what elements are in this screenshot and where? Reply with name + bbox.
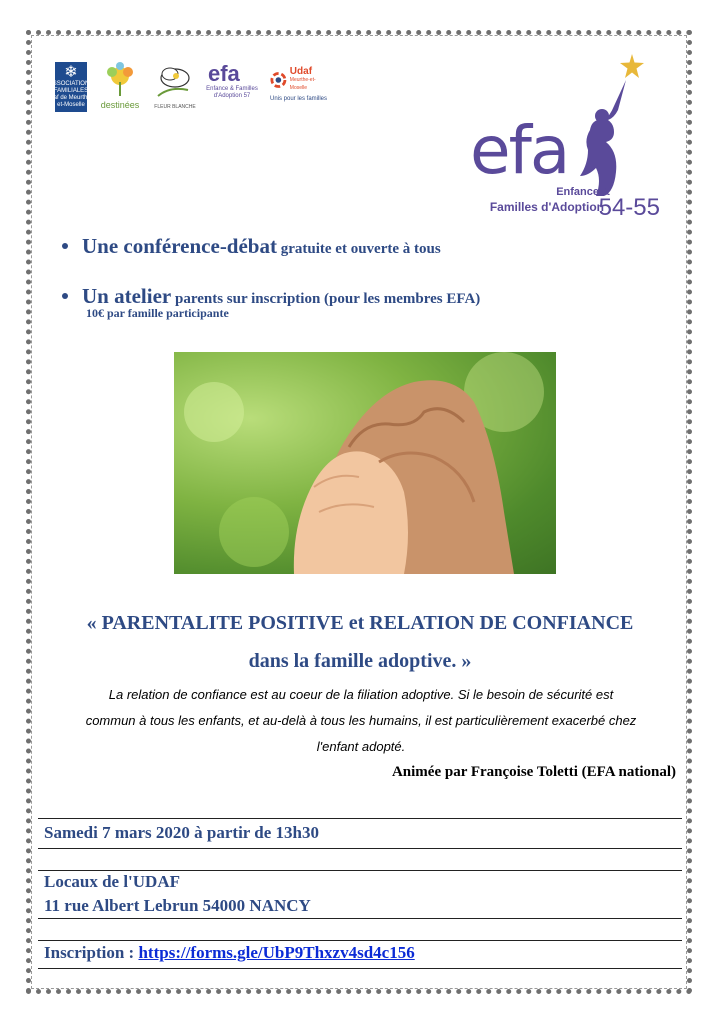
description bbox=[46, 682, 676, 760]
inscription-label: Inscription : bbox=[44, 943, 139, 962]
event-date: Samedi 7 mars 2020 à partir de 13h30 bbox=[44, 823, 319, 842]
udaf-sub-text: Meurthe-et-Moselle bbox=[289, 77, 316, 91]
efa-line2: Familles d'Adoption bbox=[489, 200, 604, 214]
inscription-line bbox=[44, 943, 415, 963]
info-rule bbox=[38, 968, 682, 969]
info-rule bbox=[38, 870, 682, 871]
white-flower-icon bbox=[148, 60, 202, 102]
description-line2: commun à tous les enfants, et au-delà à tous les humains, il est particulièrement exacerbé chez bbox=[85, 713, 637, 728]
child-silhouette-icon bbox=[574, 80, 634, 198]
flower-icon bbox=[98, 62, 142, 98]
udaf-tagline: Unis pour les familles bbox=[270, 96, 328, 102]
venue-name: Locaux de l'UDAF bbox=[44, 872, 180, 891]
venue-address: 11 rue Albert Lebrun 54000 NANCY bbox=[44, 896, 311, 915]
efa57-letters: efa bbox=[208, 61, 240, 86]
bullet-conference-rest: gratuite et ouverte à tous bbox=[276, 241, 441, 257]
efa57-text: Enfance & Familles d'Adoption 57 bbox=[206, 86, 258, 99]
snowflake-icon: ❄ bbox=[64, 64, 78, 81]
hands-photo bbox=[174, 352, 556, 574]
fleur-blanche-logo bbox=[148, 60, 202, 114]
atelier-price-note: 10€ par famille participante bbox=[86, 306, 229, 320]
udaf-swirl-icon bbox=[270, 71, 287, 89]
destinees-text: destinées bbox=[100, 100, 140, 110]
animated-by: Animée par Françoise Toletti (EFA national) bbox=[391, 764, 676, 780]
info-rule bbox=[38, 848, 682, 849]
caf-logo bbox=[48, 62, 94, 112]
bullet-dot-icon bbox=[62, 293, 68, 299]
bullet-atelier-strong: Un atelier bbox=[82, 284, 172, 308]
bullet-dot-icon bbox=[62, 243, 68, 249]
star-icon bbox=[620, 54, 644, 78]
description-line1: La relation de confiance est au coeur de la filiation adoptive. Si le besoin de sécurité est bbox=[108, 687, 614, 702]
efa-5455-logo bbox=[470, 52, 670, 232]
hands-illustration bbox=[174, 352, 556, 574]
udaf-logo bbox=[270, 68, 330, 112]
efa-big-letters: efa bbox=[470, 112, 569, 189]
fleur-blanche-text: FLEUR BLANCHE bbox=[154, 104, 196, 110]
bullet-conference-strong: Une conférence-débat bbox=[82, 234, 277, 258]
inscription-link[interactable]: https://forms.gle/UbP9Thxzv4sd4c156 bbox=[138, 943, 415, 962]
info-rule bbox=[38, 818, 682, 819]
description-line3: l'enfant adopté. bbox=[316, 739, 406, 754]
caf-logo-text: ASSOCIATIONS FAMILIALES Caf de Meurthe-et-Moselle bbox=[48, 81, 94, 108]
udaf-text: Udaf bbox=[289, 66, 313, 77]
main-title-line2: dans la famille adoptive. » bbox=[248, 650, 472, 672]
efa57-logo bbox=[204, 62, 260, 116]
bullet-conference bbox=[62, 234, 441, 259]
main-title-line1: « PARENTALITE POSITIVE et RELATION DE CONFIANCE bbox=[86, 612, 634, 634]
efa-number: 54-55 bbox=[598, 194, 660, 221]
info-rule bbox=[38, 918, 682, 919]
info-rule bbox=[38, 940, 682, 941]
bullet-atelier-rest: parents sur inscription (pour les membres EFA) bbox=[171, 291, 481, 307]
destinees-logo bbox=[98, 62, 142, 114]
efa-line1: Enfance & bbox=[556, 186, 610, 198]
